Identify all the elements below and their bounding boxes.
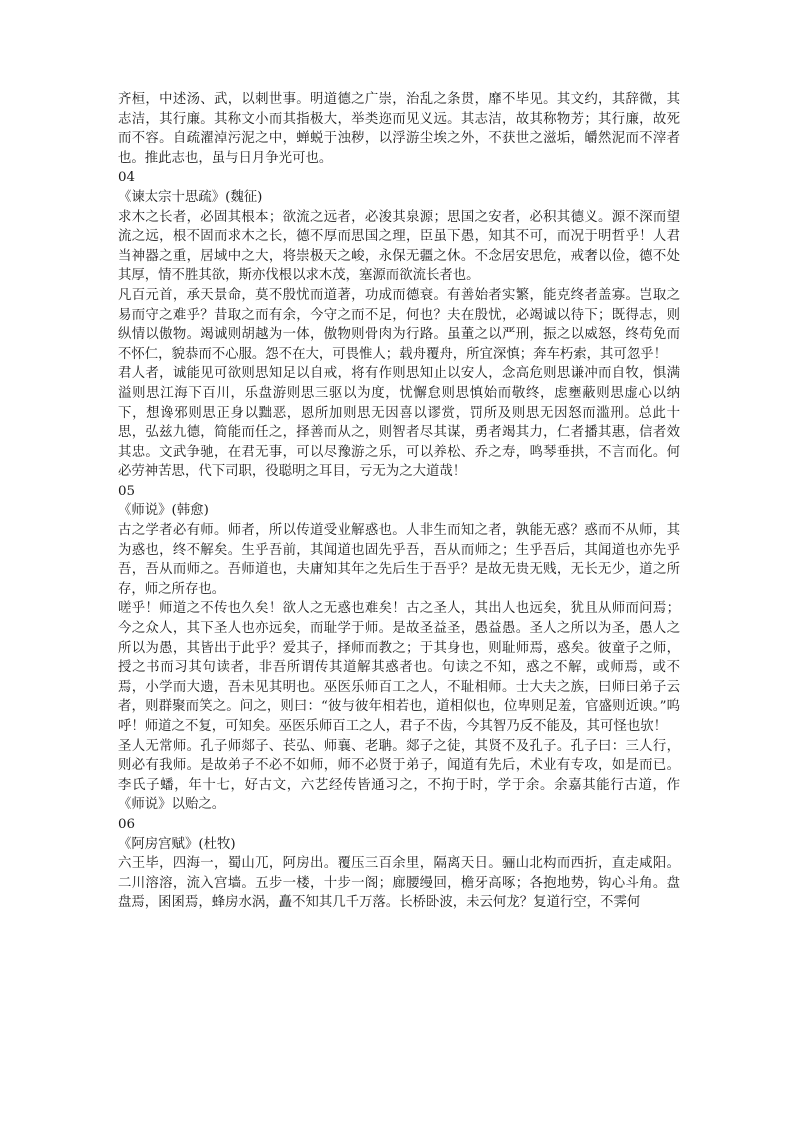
section-number: 06 [118, 816, 136, 832]
section-title: 《师说》(韩愈) [118, 503, 209, 519]
document-page [118, 90, 680, 913]
section-number: 05 [118, 483, 136, 499]
section-06 [118, 815, 680, 913]
section-number: 04 [118, 170, 136, 186]
section-title: 《谏太宗十思疏》(魏征) [118, 189, 263, 205]
paragraph: 君人者，诚能见可欲则思知足以自戒，将有作则思知止以安人，念高危则思谦冲而自牧，惧满溢则思江海下百川，乐盘游则思三驱以为度，忧懈怠则思慎始而敬终，虑壅蔽则思虚心以纳下，想谗邪则思正身以黜恶，恩所加则思无因喜以谬赏，罚所及则思无因怒而滥刑。总此十思，弘兹九德，简能而任之，择善而从之，则智者尽其谋，勇者竭其力，仁者播其惠，信者效其忠。文武争驰，在君无事，可以尽豫游之乐，可以养松、乔之寿，鸣琴垂拱，不言而化。何必劳神苦思，代下司职，役聪明之耳目，亏无为之大道哉！ [118, 366, 680, 480]
section-04 [118, 168, 680, 482]
paragraph: 六王毕，四海一，蜀山兀，阿房出。覆压三百余里，隔离天日。骊山北构而西折，直走咸阳。二川溶溶，流入宫墙。五步一楼，十步一阁；廊腰缦回，檐牙高啄；各抱地势，钩心斗角。盘盘焉，囷囷焉，蜂房水涡，矗不知其几千万落。长桥卧波，未云何龙？复道行空，不霁何 [118, 856, 680, 911]
intro-paragraph: 齐桓，中述汤、武，以刺世事。明道德之广崇，治乱之条贯，靡不毕见。其文约，其辞微，其志洁，其行廉。其称文小而其指极大，举类迩而见义远。其志洁，故其称物芳；其行廉，故死而不容。自疏濯淖污泥之中，蝉蜕于浊秽，以浮游尘埃之外，不获世之滋垢，皭然泥而不滓者也。推此志也，虽与日月争光可也。 [118, 92, 680, 166]
section-title: 《阿房宫赋》(杜牧) [118, 836, 236, 852]
paragraph: 凡百元首，承天景命，莫不殷忧而道著，功成而德衰。有善始者实繁，能克终者盖寡。岂取之易而守之难乎？昔取之而有余，今守之而不足，何也？夫在殷忧，必竭诚以待下；既得志，则纵情以傲物。竭诚则胡越为一体，傲物则骨肉为行路。虽董之以严刑，振之以威怒，终苟免而不怀仁，貌恭而不心服。怨不在大，可畏惟人；载舟覆舟，所宜深慎；奔车朽索，其可忽乎！ [118, 287, 680, 362]
paragraph: 求木之长者，必固其根本；欲流之远者，必浚其泉源；思国之安者，必积其德义。源不深而望流之远，根不固而求木之长，德不厚而思国之理，臣虽下愚，知其不可，而况于明哲乎！人君当神器之重，居域中之大，将崇极天之峻，永保无疆之休。不念居安思危，戒奢以俭，德不处其厚，情不胜其欲，斯亦伐根以求木茂，塞源而欲流长者也。 [118, 209, 680, 284]
section-05 [118, 482, 680, 815]
paragraph: 嗟乎！师道之不传也久矣！欲人之无惑也难矣！古之圣人，其出人也远矣，犹且从师而问焉；今之众人，其下圣人也亦远矣，而耻学于师。是故圣益圣，愚益愚。圣人之所以为圣，愚人之所以为愚，其皆出于此乎？爱其子，择师而教之；于其身也，则耻师焉，惑矣。彼童子之师，授之书而习其句读者，非吾所谓传其道解其惑者也。句读之不知，惑之不解，或师焉，或不焉，小学而大遗，吾未见其明也。巫医乐师百工之人，不耻相师。士大夫之族，曰师曰弟子云者，则群聚而笑之。问之，则曰：“彼与彼年相若也，道相似也，位卑则足羞，官盛则近谀。”呜呼！师道之不复，可知矣。巫医乐师百工之人，君子不齿，今其智乃反不能及，其可怪也欤！ [118, 601, 680, 734]
paragraph: 古之学者必有师。师者，所以传道受业解惑也。人非生而知之者，孰能无惑？惑而不从师，其为惑也，终不解矣。生乎吾前，其闻道也固先乎吾，吾从而师之；生乎吾后，其闻道也亦先乎吾，吾从而师之。吾师道也，夫庸知其年之先后生于吾乎？是故无贵无贱，无长无少，道之所存，师之所存也。 [118, 523, 680, 597]
paragraph: 圣人无常师。孔子师郯子、苌弘、师襄、老聃。郯子之徒，其贤不及孔子。孔子曰：三人行，则必有我师。是故弟子不必不如师，师不必贤于弟子，闻道有先后，术业有专攻，如是而已。李氏子蟠，年十七，好古文，六艺经传皆通习之，不拘于时，学于余。余嘉其能行古道，作《师说》以贻之。 [118, 738, 680, 813]
